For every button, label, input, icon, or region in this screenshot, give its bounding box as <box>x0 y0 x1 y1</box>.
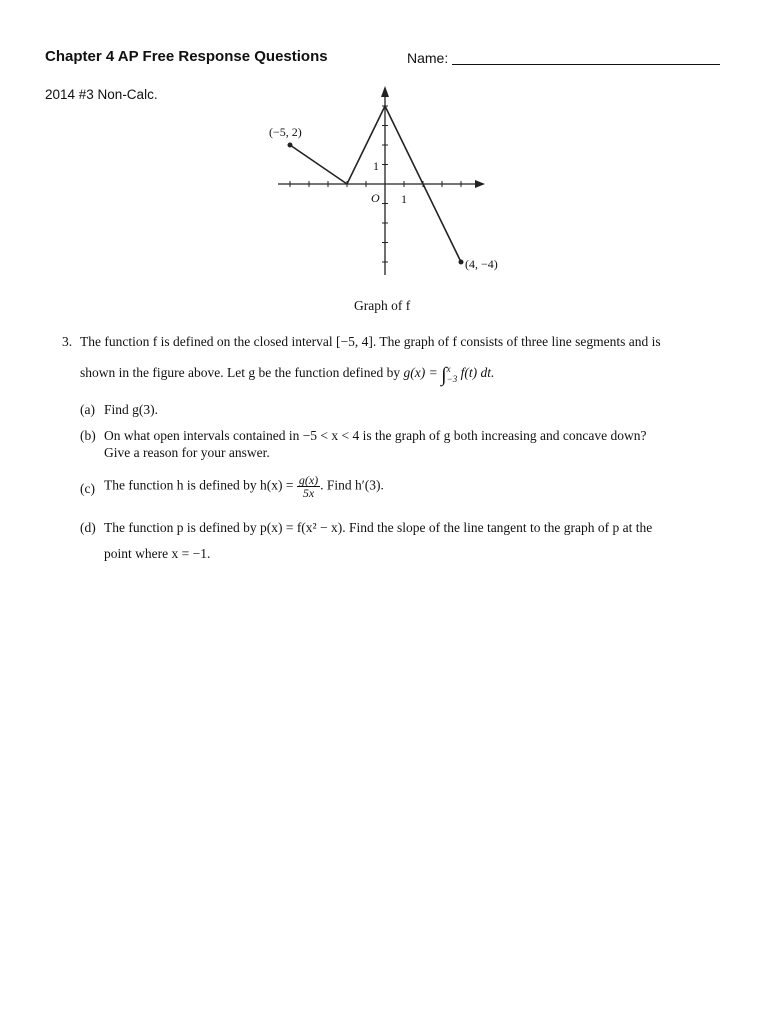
g-definition: g(x) = ∫ x −3 f(t) dt. <box>403 364 495 387</box>
question-intro-line-2 <box>80 364 494 387</box>
y-axis-arrow <box>381 86 389 97</box>
end-point-label: (4, −4) <box>465 257 498 271</box>
name-label: Name: <box>407 50 449 66</box>
end-point <box>459 260 464 265</box>
start-point <box>288 143 293 148</box>
question-number: 3. <box>62 334 73 349</box>
part-b-text-1: On what open intervals contained in −5 < x < 4 is the graph of g both increasing and concave down? <box>104 428 647 443</box>
part-c-label: (c) <box>80 481 95 496</box>
page-title: Chapter 4 AP Free Response Questions <box>45 48 328 65</box>
part-a-text: Find g(3). <box>104 402 158 417</box>
question-intro-line-1: The function f is defined on the closed interval [−5, 4]. The graph of f consists of three line segments and is <box>80 334 661 349</box>
origin-label: O <box>371 191 380 205</box>
integral-upper: x <box>446 364 451 374</box>
integral-lower: −3 <box>446 374 458 384</box>
problem-source: 2014 #3 Non-Calc. <box>45 87 158 102</box>
graph-of-f <box>260 80 500 285</box>
part-c-pre: The function h is defined by h(x) = <box>104 477 294 493</box>
part-d-label: (d) <box>80 520 96 535</box>
x-axis-arrow <box>475 180 485 188</box>
h-fraction: $\frac{g(x)}{5x}$ <box>298 473 319 500</box>
y-tick-label-1: 1 <box>373 159 379 173</box>
part-a-label: (a) <box>80 402 95 417</box>
part-d-text-1: The function p is defined by p(x) = f(x² − x). Find the slope of the line tangent to the graph of p at the <box>104 520 653 535</box>
x-tick-label-1: 1 <box>401 192 407 206</box>
part-b-label: (b) <box>80 428 96 443</box>
part-c-text <box>104 474 384 499</box>
start-point-label: (−5, 2) <box>269 125 302 139</box>
name-field-line[interactable] <box>452 64 720 65</box>
part-b-text-2: Give a reason for your answer. <box>104 445 270 460</box>
question-intro-text: shown in the figure above. Let g be the function defined by <box>80 365 401 381</box>
graph-caption: Graph of f <box>354 298 411 313</box>
part-d-text-2: point where x = −1. <box>104 546 211 561</box>
part-c-post: . Find h′(3). <box>320 477 384 493</box>
